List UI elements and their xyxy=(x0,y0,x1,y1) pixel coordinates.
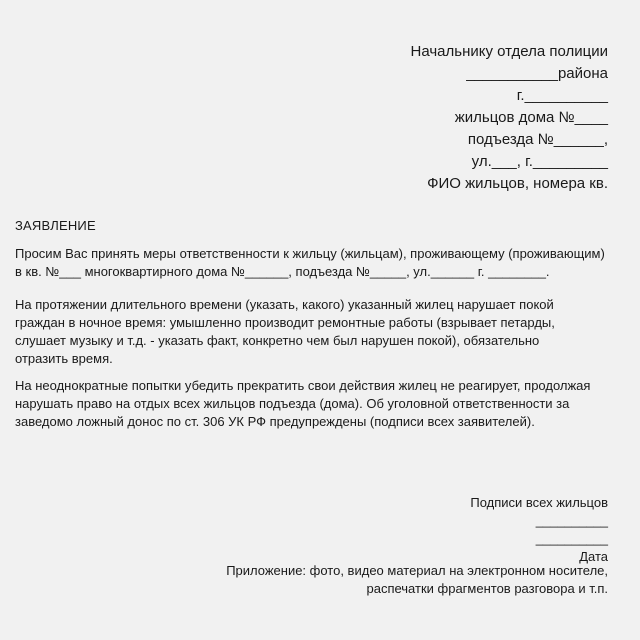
addressee-line: ___________района xyxy=(466,65,608,82)
signature-block xyxy=(470,494,608,566)
paragraph-line: Просим Вас принять меры ответственности к жильцу (жильцам), проживающему (проживающим) xyxy=(15,246,605,261)
paragraph-line: заведомо ложный донос по ст. 306 УК РФ предупреждены (подписи всех заявителей). xyxy=(15,414,535,429)
paragraph-line: отразить время. xyxy=(15,351,113,366)
paragraph-line: На протяжении длительного времени (указать, какого) указанный жилец нарушает покой xyxy=(15,297,554,312)
signature-line: __________ xyxy=(535,531,608,546)
paragraph-line: нарушать право на отдых всех жильцов подъезда (дома). Об уголовной ответственности за xyxy=(15,396,570,411)
attachment-line: распечатки фрагментов разговора и т.п. xyxy=(366,581,608,596)
paragraph-line: слушает музыку и т.д. - указать факт, конкретно чем был нарушен покой), обязательно xyxy=(15,333,540,348)
addressee-line: ул.___, г._________ xyxy=(471,153,608,170)
date-label: Дата xyxy=(579,549,608,564)
paragraph-line: На неоднократные попытки убедить прекратить свои действия жилец не реагирует, продолжая xyxy=(15,378,591,393)
addressee-block xyxy=(411,41,609,195)
paragraph-line: в кв. №___ многоквартирного дома №______, подъезда №_____, ул.______ г. ________. xyxy=(15,264,550,279)
addressee-line: подъезда №______, xyxy=(467,131,608,148)
addressee-line: г.__________ xyxy=(516,87,608,104)
paragraph-request xyxy=(15,245,627,281)
signature-label: Подписи всех жильцов xyxy=(470,495,608,510)
addressee-line: Начальнику отдела полиции xyxy=(410,43,608,60)
attachment-line: Приложение: фото, видео материал на электронном носителе, xyxy=(226,563,608,578)
addressee-line: ФИО жильцов, номера кв. xyxy=(427,175,608,192)
addressee-line: жильцов дома №____ xyxy=(454,109,608,126)
paragraph-line: граждан в ночное время: умышленно производит ремонтные работы (взрывает петарды, xyxy=(15,315,555,330)
paragraph-warning xyxy=(15,377,627,431)
signature-line: __________ xyxy=(535,513,608,528)
paragraph-violation xyxy=(15,296,627,368)
attachment-block xyxy=(226,562,608,598)
document-title: ЗАЯВЛЕНИЕ xyxy=(15,218,96,233)
